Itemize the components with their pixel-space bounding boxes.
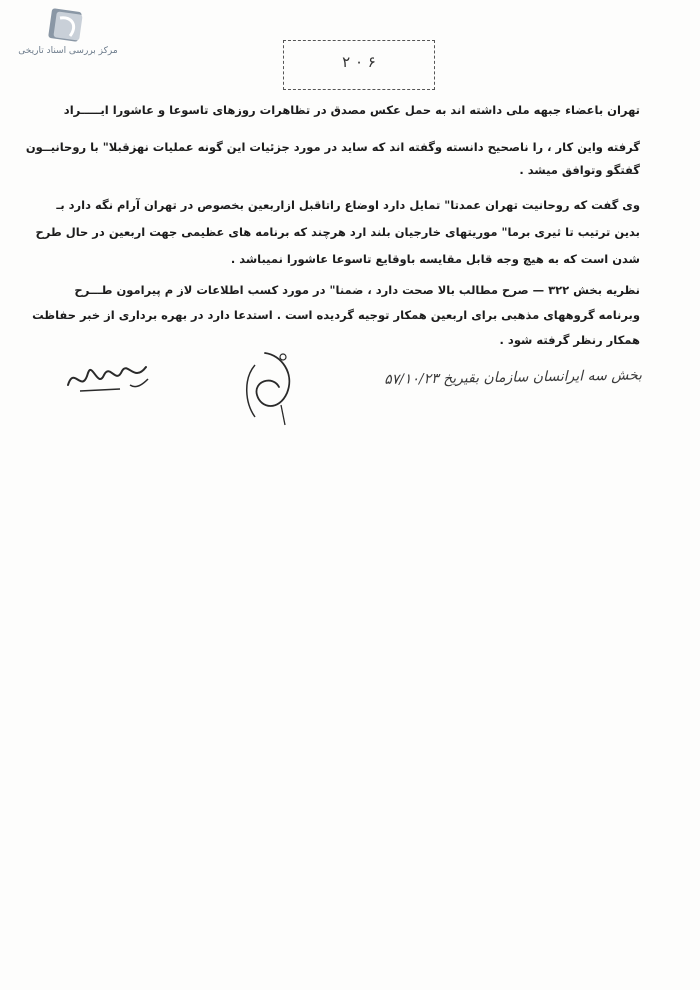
body-line-5: بدین ترتیب تا ثیری برما" موریتهای خارجیان بلند ارد هرچند که برنامه های عظیمی جهت اربعین در حال طرح	[35, 225, 640, 239]
body-line-3: گفتگو وتوافق میشد .	[519, 163, 640, 177]
registration-number: ۲ ۰ ۶	[342, 53, 376, 71]
signature-left	[60, 355, 155, 400]
archive-watermark-logo	[8, 6, 128, 64]
body-line-4: وی گفت که روحانیت تهران عمدتا" تمایل دارد اوضاع راتاقبل ازاربعین بخصوص در تهران آرام نگه دارد بـ	[56, 198, 640, 212]
body-line-1: تهران باعضاء جبهه ملی داشته اند به حمل عکس مصدق در تظاهرات روزهای تاسوعا و عاشورا ایـــــراد	[63, 103, 640, 117]
body-line-6: شدن است که به هیچ وجه قابل مقایسه باوقایع تاسوعا عاشورا نمیباشد .	[230, 252, 640, 266]
archive-logo-icon	[46, 6, 88, 44]
handwritten-date-note: بخش سه ایرانسان سازمان بقیریخ ۵۷/۱۰/۲۳	[384, 367, 643, 388]
registration-stamp-box	[283, 40, 435, 90]
body-line-9: همکار رنظر گرفته شود .	[499, 333, 640, 347]
body-line-2: گرفته واین کار ، را ناصحیح دانسته وگفته اند که ساید در مورد جزئیات این گونه عملیات نهزقبلا" با روحانیــون	[25, 140, 640, 154]
body-line-8: وبرنامه گروههای مذهبی برای اربعین همکار توجیه گردیده است . استدعا دارد در بهره برداری از خبر حفاظت	[32, 308, 640, 322]
body-line-7: نظریه بخش ۳۲۲ — صرح مطالب بالا صحت دارد ، ضمنا" در مورد کسب اطلاعات لاز م پیرامون طـــرح	[74, 283, 640, 297]
signature-mid	[225, 345, 320, 430]
watermark-text: مرکز بررسی اسناد تاریخی	[18, 46, 118, 56]
